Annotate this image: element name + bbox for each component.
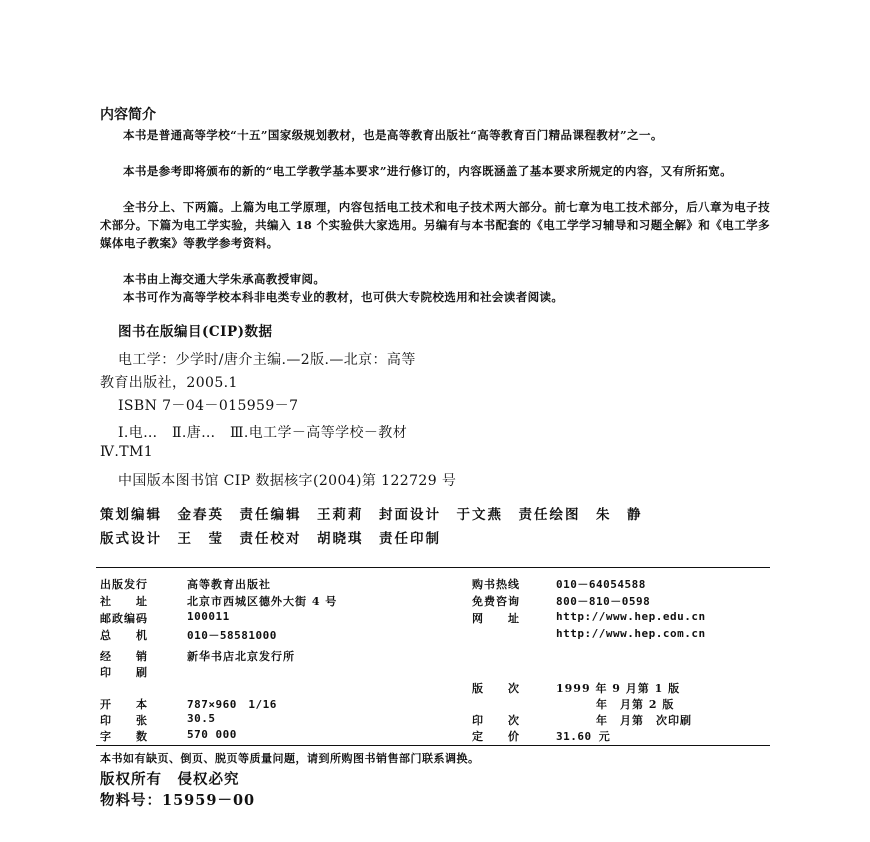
label-distributor: 经 销	[100, 650, 148, 663]
quality-notice: 本书如有缺页、倒页、脱页等质量问题，请到所购图书销售部门联系调换。	[100, 752, 480, 765]
label-postcode: 邮政编码	[100, 612, 148, 625]
credits-line-2: 版式设计 王 莹 责任校对 胡晓琪 责任印制	[100, 531, 441, 547]
table-bottom-rule	[96, 745, 770, 746]
label-free-consult: 免费咨询	[472, 595, 520, 608]
label-format: 开 本	[100, 698, 148, 711]
value-format: 787×960 1/16	[187, 698, 277, 711]
copyright-notice: 版权所有 侵权必究	[100, 771, 240, 788]
value-price: 31.60 元	[556, 730, 611, 743]
value-printing: 年 月第 次印刷	[596, 714, 692, 727]
cip-line-1: 电工学：少学时/唐介主编.—2版.—北京：高等	[118, 352, 416, 368]
cip-isbn: ISBN 7－04－015959－7	[118, 398, 299, 414]
label-edition: 版 次	[472, 682, 520, 695]
value-switchboard: 010－58581000	[187, 629, 277, 642]
cip-classification-2: Ⅳ.TM1	[100, 444, 154, 460]
label-printing: 印 次	[472, 714, 520, 727]
credits-line-1: 策划编辑 金春英 责任编辑 王莉莉 封面设计 于文燕 责任绘图 朱 静	[100, 507, 643, 523]
label-word-count: 字 数	[100, 730, 148, 743]
intro-paragraph-3: 全书分上、下两篇。上篇为电工学原理，内容包括电工技术和电子技术两大部分。前七章为电工技术部分，后八章为电子技术部分。下篇为电工学实验，共编入 18 个实验供大家选用。另编有与本书配套的《电工学学习辅导和习题全解》和《电工学多媒体电子教案》等教学参考资料。	[100, 200, 770, 250]
value-edition-1: 1999 年 9 月第 1 版	[556, 682, 681, 695]
value-order-hotline: 010－64054588	[556, 578, 646, 591]
cip-classification-1: Ⅰ.电… Ⅱ.唐… Ⅲ.电工学－高等学校－教材	[118, 425, 408, 441]
value-distributor: 新华书店北京发行所	[187, 650, 295, 663]
label-order-hotline: 购书热线	[472, 578, 520, 591]
intro-paragraph-1: 本书是普通高等学校“十五”国家级规划教材，也是高等教育出版社“高等教育百门精品课程教材”之一。	[123, 128, 663, 142]
value-edition-2: 年 月第 2 版	[596, 698, 675, 711]
value-sheets: 30.5	[187, 712, 216, 725]
value-website-2[interactable]: http://www.hep.com.cn	[556, 627, 706, 640]
value-address: 北京市西城区德外大街 4 号	[187, 595, 338, 608]
intro-paragraph-5: 本书可作为高等学校本科非电类专业的教材，也可供大专院校选用和社会读者阅读。	[123, 290, 564, 304]
value-free-consult: 800－810－0598	[556, 595, 651, 608]
value-postcode: 100011	[187, 610, 230, 623]
label-price: 定 价	[472, 730, 520, 743]
label-sheets: 印 张	[100, 714, 148, 727]
value-website-1[interactable]: http://www.hep.edu.cn	[556, 610, 706, 623]
label-website: 网 址	[472, 612, 520, 625]
table-top-rule	[96, 567, 770, 568]
cip-title: 图书在版编目(CIP)数据	[118, 324, 273, 340]
label-address: 社 址	[100, 595, 148, 608]
value-word-count: 570 000	[187, 728, 237, 741]
cip-record: 中国版本图书馆 CIP 数据核字(2004)第 122729 号	[118, 473, 457, 489]
cip-line-2: 教育出版社，2005.1	[100, 375, 238, 391]
label-publisher: 出版发行	[100, 578, 148, 591]
item-number: 物料号：15959－00	[100, 792, 256, 809]
intro-paragraph-4: 本书由上海交通大学朱承高教授审阅。	[123, 272, 326, 286]
label-printer: 印 刷	[100, 666, 148, 679]
intro-paragraph-2: 本书是参考即将颁布的新的“电工学教学基本要求”进行修订的，内容既涵盖了基本要求所规定的内容，又有所拓宽。	[123, 164, 733, 178]
value-publisher: 高等教育出版社	[187, 578, 271, 591]
intro-heading: 内容简介	[100, 107, 156, 123]
label-switchboard: 总 机	[100, 629, 148, 642]
